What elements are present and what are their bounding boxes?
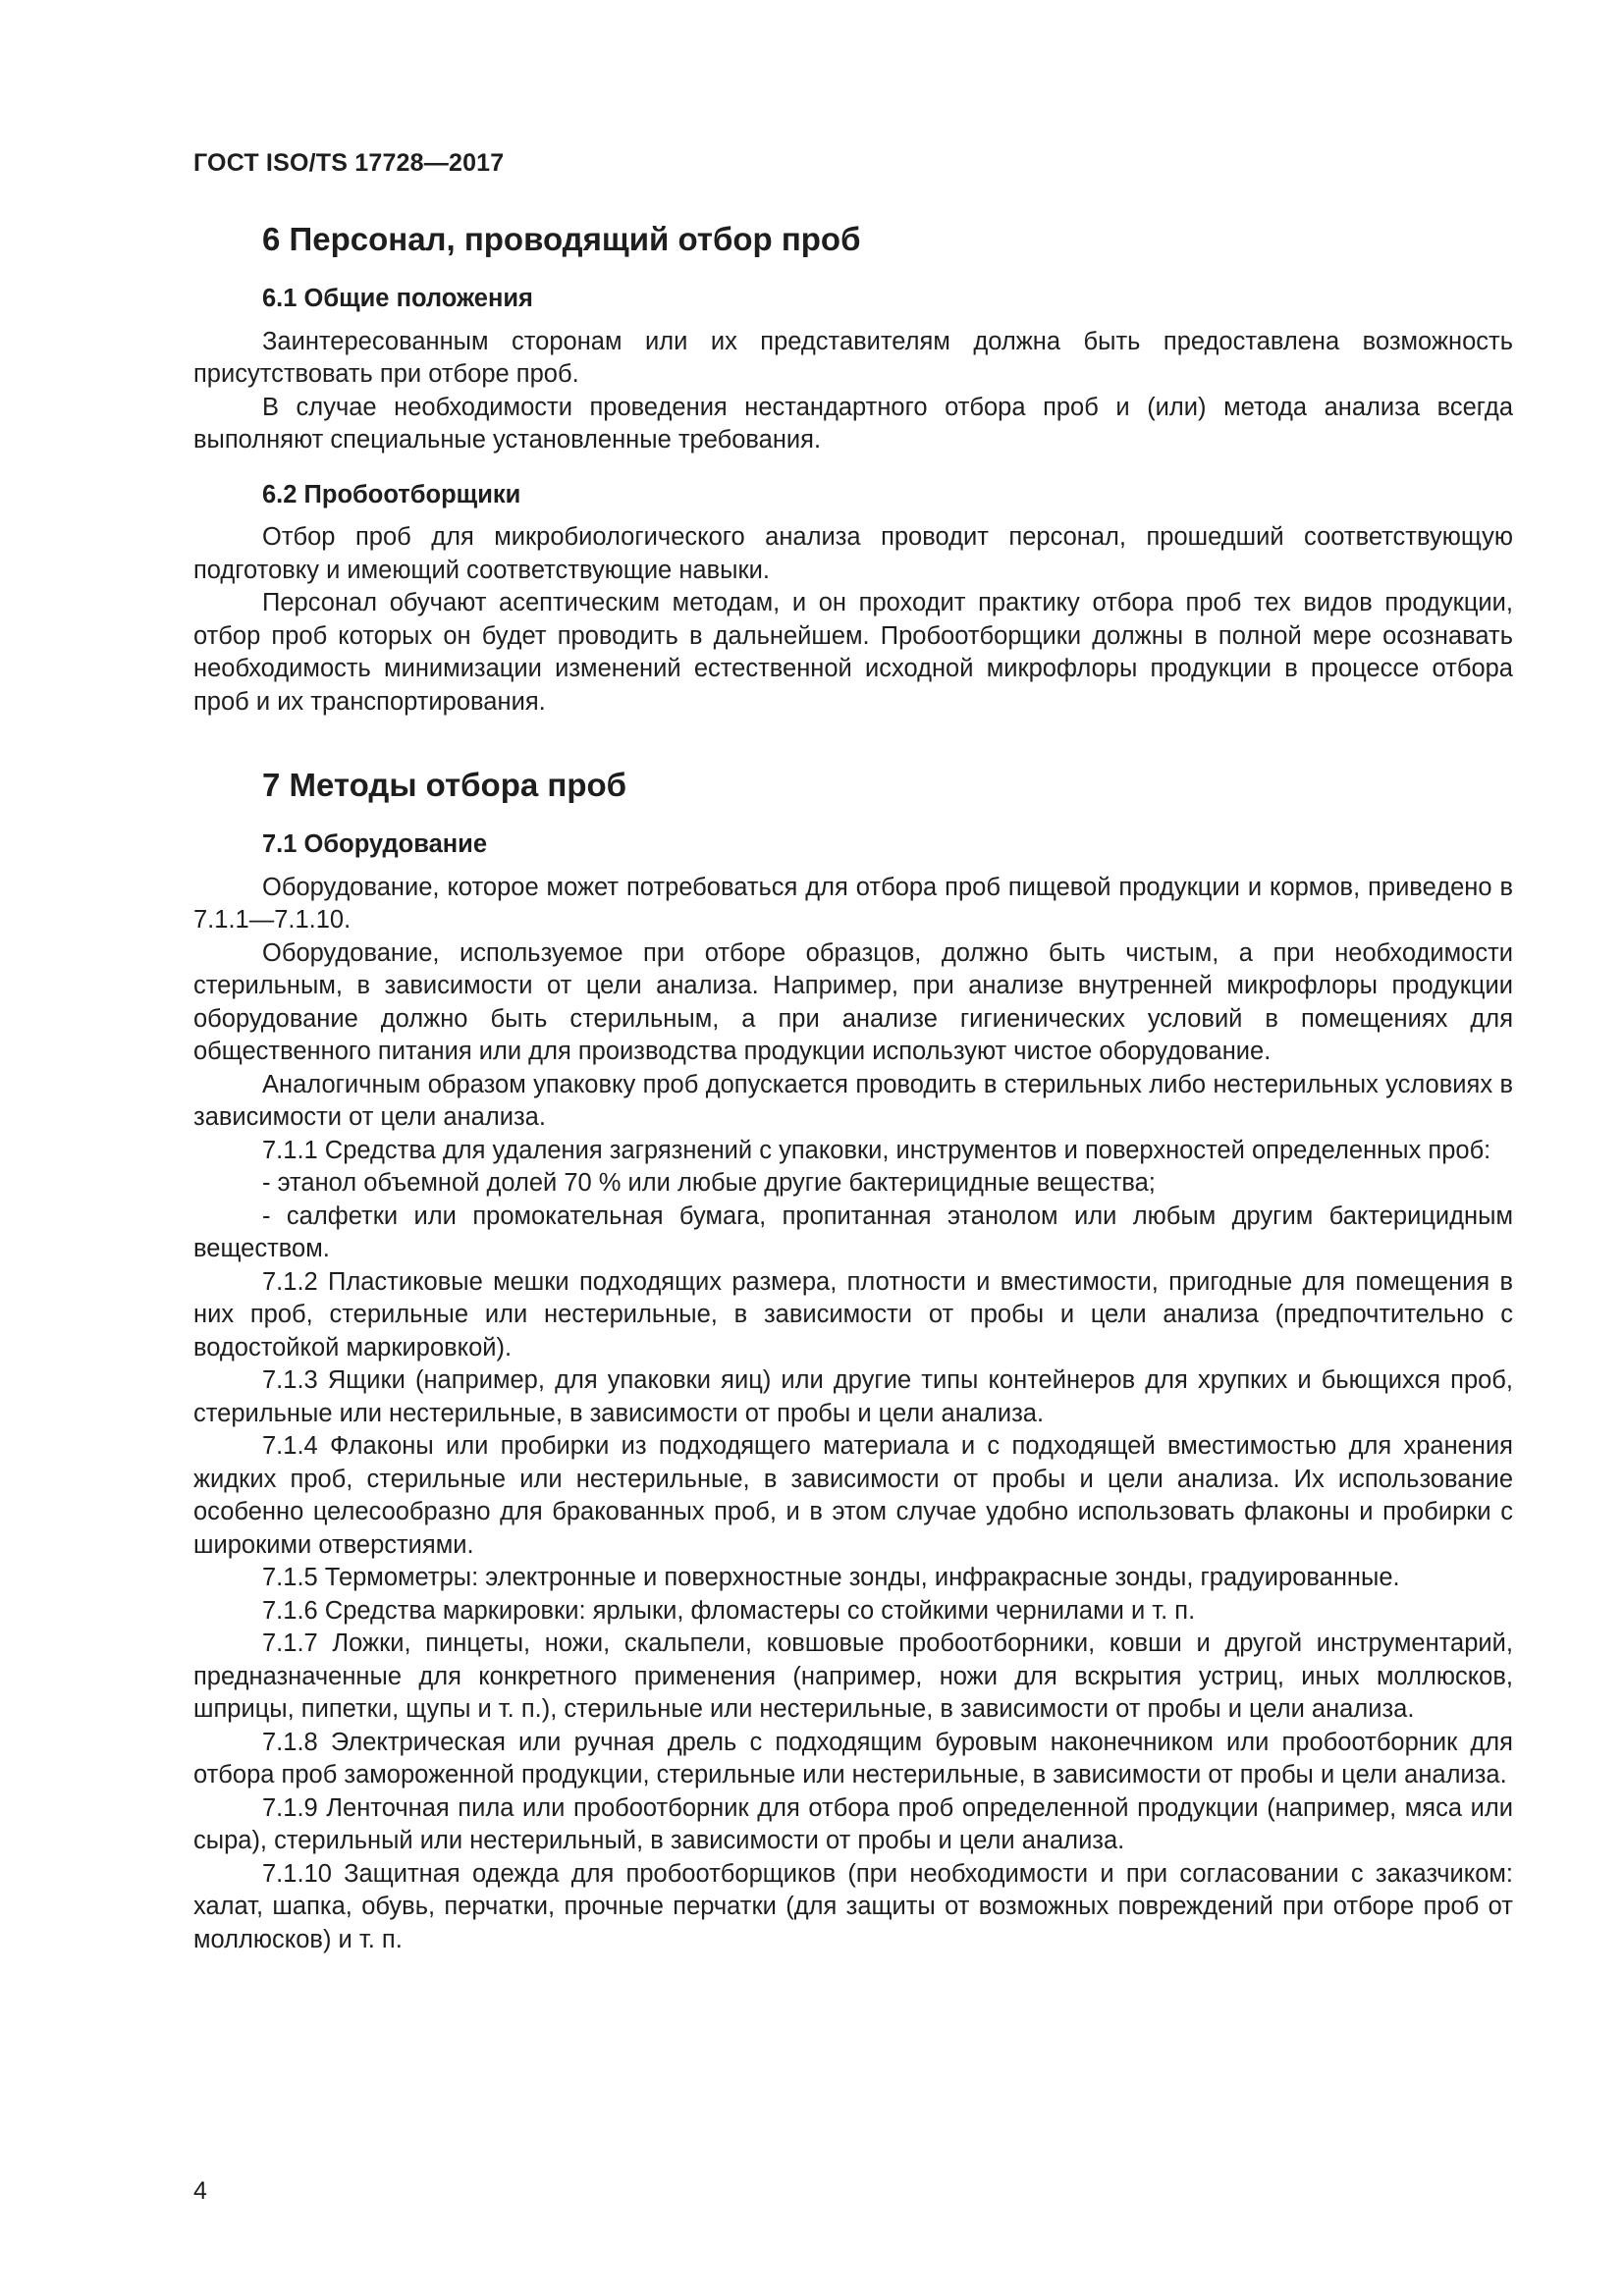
clause-7-1-4: 7.1.4 Флаконы или пробирки из подходящего материала и с подходящей вместимостью для хранения жидких проб, стерильные или нестерильные, в зависимости от пробы и цели анализа. Их использование особенно целесообразно для бракованных проб, и в этом случае удобно использовать флаконы и пробирки с широкими отверстиями.: [193, 1432, 1513, 1559]
section-6-heading: 6 Персонал, проводящий отбор проб: [262, 221, 861, 257]
paragraph: Оборудование, которое может потребоваться для отбора проб пищевой продукции и кормов, приведено в 7.1.1—7.1.10.: [193, 873, 1513, 934]
section-6-1-heading: 6.1 Общие положения: [262, 285, 533, 312]
clause-7-1-8: 7.1.8 Электрическая или ручная дрель с подходящим буровым наконечником или пробоотборник для отбора проб замороженной продукции, стерильные или нестерильные, в зависимости от пробы и цели анализа.: [193, 1728, 1513, 1789]
paragraph: Аналогичным образом упаковку проб допускается проводить в стерильных либо нестерильных условиях в зависимости от цели анализа.: [193, 1070, 1513, 1131]
clause-7-1-5: 7.1.5 Термометры: электронные и поверхностные зонды, инфракрасные зонды, градуированные.: [262, 1564, 1400, 1591]
clause-7-1-6: 7.1.6 Средства маркировки: ярлыки, фломастеры со стойкими чернилами и т. п.: [262, 1596, 1196, 1625]
clause-7-1-9: 7.1.9 Ленточная пила или пробоотборник для отбора проб определенной продукции (например, мяса или сыра), стерильный или нестерильный, в зависимости от пробы и цели анализа.: [193, 1793, 1513, 1854]
section-6-2-heading: 6.2 Пробоотборщики: [262, 480, 521, 508]
clause-7-1-1: 7.1.1 Средства для удаления загрязнений с упаковки, инструментов и поверхностей определенных проб:: [262, 1136, 1491, 1164]
paragraph: В случае необходимости проведения нестандартного отбора проб и (или) метода анализа всегда выполняют специальные установленные требования.: [193, 393, 1513, 454]
section-7-heading: 7 Методы отбора проб: [262, 767, 627, 803]
document-code: ГОСТ ISO/TS 17728—2017: [193, 149, 505, 177]
paragraph: Заинтересованным сторонам или их представителям должна быть предоставлена возможность присутствовать при отборе проб.: [193, 327, 1513, 388]
page-number: 4: [193, 2177, 207, 2205]
paragraph: Оборудование, используемое при отборе образцов, должно быть чистым, а при необходимости стерильным, в зависимости от цели анализа. Например, при анализе внутренней микрофлоры продукции оборудование должно быть стерильным, а при анализе гигиенических условий в помещениях для общественного питания или для производства продукции используют чистое оборудование.: [193, 938, 1513, 1065]
clause-7-1-7: 7.1.7 Ложки, пинцеты, ножи, скальпели, ковшовые пробоотборники, ковши и другой инструментарий, предназначенные для конкретного применения (например, ножи для вскрытия устриц, иных моллюсков, шприцы, пипетки, щупы и т. п.), стерильные или нестерильные, в зависимости от пробы и цели анализа.: [193, 1629, 1513, 1723]
clause-7-1-3: 7.1.3 Ящики (например, для упаковки яиц) или другие типы контейнеров для хрупких и бьющихся проб, стерильные или нестерильные, в зависимости от пробы и цели анализа.: [193, 1366, 1513, 1427]
page-content: [193, 218, 1513, 1956]
paragraph: Персонал обучают асептическим методам, и он проходит практику отбора проб тех видов продукции, отбор проб которых он будет проводить в дальнейшем. Пробоотборщики должны в полной мере осознавать необходимость минимизации изменений естественной исходной микрофлоры продукции в процессе отбора проб и их транспортирования.: [193, 589, 1513, 716]
section-7-1-heading: 7.1 Оборудование: [262, 830, 488, 858]
clause-7-1-10: 7.1.10 Защитная одежда для пробоотборщиков (при необходимости и при согласовании с заказчиком: халат, шапка, обувь, перчатки, прочные перчатки (для защиты от возможных повреждений при отборе проб от моллюсков) и т. п.: [193, 1859, 1513, 1953]
list-item: - этанол объемной долей 70 % или любые другие бактерицидные вещества;: [262, 1169, 1156, 1197]
clause-7-1-2: 7.1.2 Пластиковые мешки подходящих размера, плотности и вместимости, пригодные для помещения в них проб, стерильные или нестерильные, в зависимости от пробы и цели анализа (предпочтительно с водостойкой маркировкой).: [193, 1267, 1513, 1362]
list-item: - салфетки или промокательная бумага, пропитанная этанолом или любым другим бактерицидным веществом.: [193, 1201, 1513, 1262]
paragraph: Отбор проб для микробиологического анализа проводит персонал, прошедший соответствующую подготовку и имеющий соответствующие навыки.: [193, 523, 1513, 584]
